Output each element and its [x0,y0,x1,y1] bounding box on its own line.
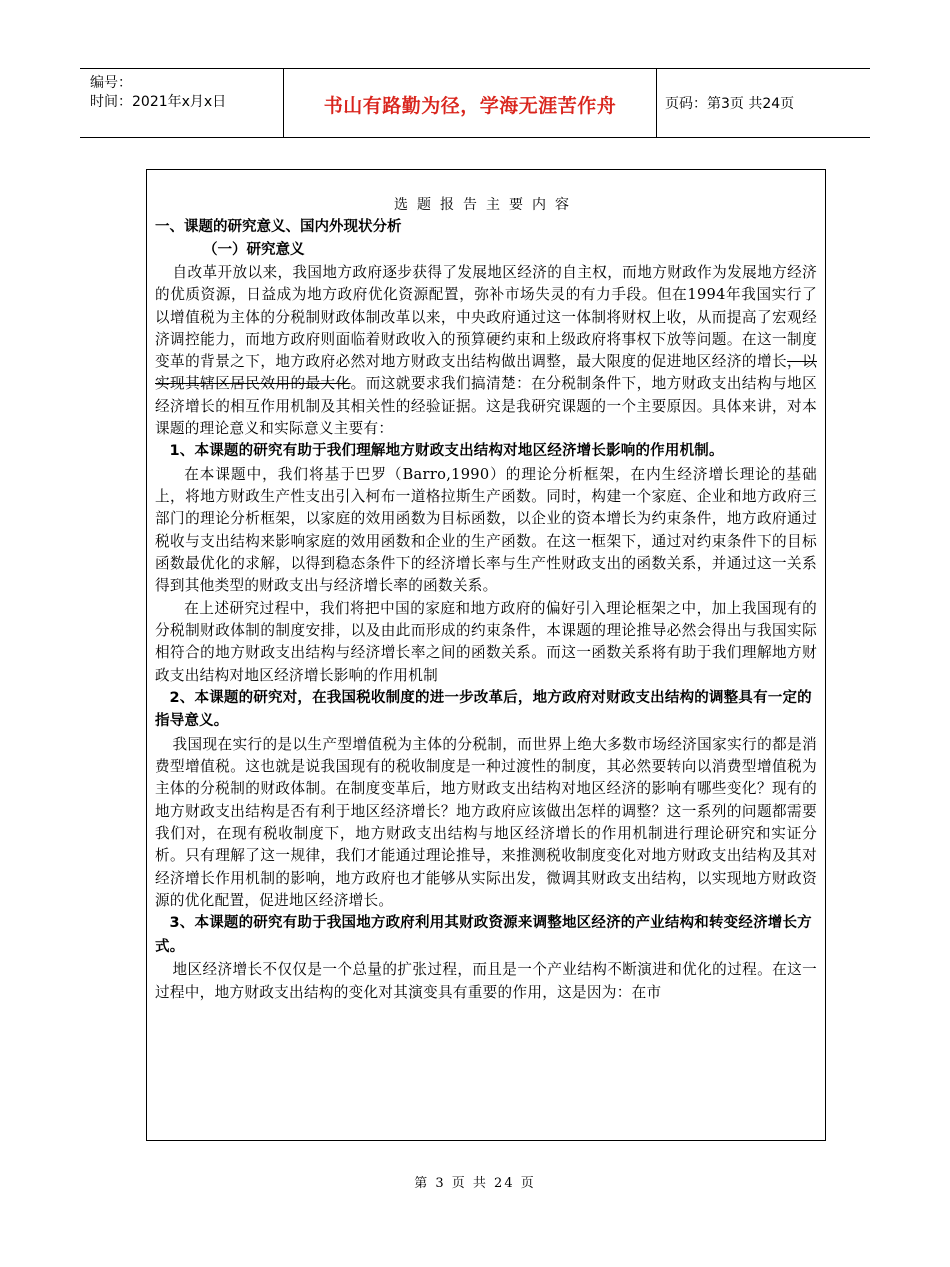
document-number-label: 编号： [90,75,132,91]
point-1-heading: 1、本课题的研究有助于我们理解地方财政支出结构对地区经济增长影响的作用机制。 [169,443,724,460]
point-2-heading: 2、本课题的研究对，在我国税收制度的进一步改革后，地方政府对财政支出结构的调整具有一定的指导意义。 [155,689,812,730]
report-content-box [146,169,826,1141]
box-title: 选题报告主要内容 [394,197,578,213]
page-info: 页码：第3页 共24页 [665,96,795,112]
motto-text: 书山有路勤为径，学海无涯苦作舟 [323,95,617,117]
paragraph-1 [155,262,817,440]
page-footer: 第 3 页 共 24 页 [414,1176,536,1191]
subsection-heading: （一）研究意义 [203,242,305,258]
paragraph-3: 在上述研究过程中，我们将把中国的家庭和地方政府的偏好引入理论框架之中，加上我国现有的分税制财政体制的制度安排，以及由此而形成的约束条件，本课题的理论推导必然会得出与我国实际相符合的地方财政支出结构与经济增长率之间的函数关系。而这一函数关系将有助于我们理解地方财政支出结构对地区经济增长影响的作用机制 [155,599,817,684]
report-content [155,194,817,1004]
paragraph-4: 我国现在实行的是以生产型增值税为主体的分税制，而世界上绝大多数市场经济国家实行的都是消费型增值税。这也就是说我国现有的税收制度是一种过渡性的制度，其必然要转向以消费型增值税为主体的分税制的财政体制。在制度变革后，地方财政支出结构对地区经济的影响有哪些变化？现有的地方财政支出结构是否有利于地区经济增长？地方政府应该做出怎样的调整？这一系列的问题都需要我们对，在现有税收制度下，地方财政支出结构与地区经济增长的作用机制进行理论研究和实证分析。只有理解了这一规律，我们才能通过理论推导，来推测税收制度变化对地方财政支出结构及其对经济增长作用机制的影响，地方政府也才能够从实际出发，微调其财政支出结构，以实现地方财政资源的优化配置，促进地区经济增长。 [155,735,817,909]
paragraph-2: 在本课题中，我们将基于巴罗（Barro,1990）的理论分析框架，在内生经济增长理论的基础上，将地方财政生产性支出引入柯布一道格拉斯生产函数。同时，构建一个家庭、企业和地方政府三部门的理论分析框架，以家庭的效用函数为目标函数，以企业的资本增长为约束条件，地方政府通过税收与支出结构来影响家庭的效用函数和企业的生产函数。在这一框架下，通过对约束条件下的目标函数最优化的求解，以得到稳态条件下的经济增长率与生产性财政支出的函数关系，并通过这一关系得到其他类型的财政支出与经济增长率的函数关系。 [155,465,817,595]
header-left-cell [80,69,284,137]
section-heading: 一、课题的研究意义、国内外现状分析 [155,219,402,235]
paragraph-5: 地区经济增长不仅仅是一个总量的扩张过程，而且是一个产业结构不断演进和优化的过程。在这一过程中，地方财政支出结构的变化对其演变具有重要的作用，这是因为：在市 [155,961,817,1001]
paragraph-1-part-b: 。而这就要求我们搞清楚：在分税制条件下，地方财政支出结构与地区经济增长的相互作用机制及其相关性的经验证据。这是我研究课题的一个主要原因。具体来讲，对本课题的理论意义和实际意义主要有： [155,375,817,438]
paragraph-1-part-a: 自改革开放以来，我国地方政府逐步获得了发展地区经济的自主权，而地方财政作为发展地方经济的优质资源，日益成为地方政府优化资源配置，弥补市场失灵的有力手段。但在1994年我国实行了以增值税为主体的分税制财政体制改革以来，中央政府通过这一体制将财权上收，从而提高了宏观经济调控能力，而地方政府则面临着财政收入的预算硬约束和上级政府将事权下放等问题。在这一制度变革的背景之下，地方政府必然对地方财政支出结构做出调整，最大限度的促进地区经济的增长 [155,264,817,371]
header-middle-cell [284,69,657,137]
point-3-heading: 3、本课题的研究有助于我国地方政府利用其财政资源来调整地区经济的产业结构和转变经济增长方式。 [155,915,812,955]
header-table [80,68,870,138]
header-right-cell [657,69,870,137]
struck-through-text: ，以实现其辖区居民效用的最大化 [155,353,817,393]
document-time-label: 时间：2021年x月x日 [90,94,227,110]
